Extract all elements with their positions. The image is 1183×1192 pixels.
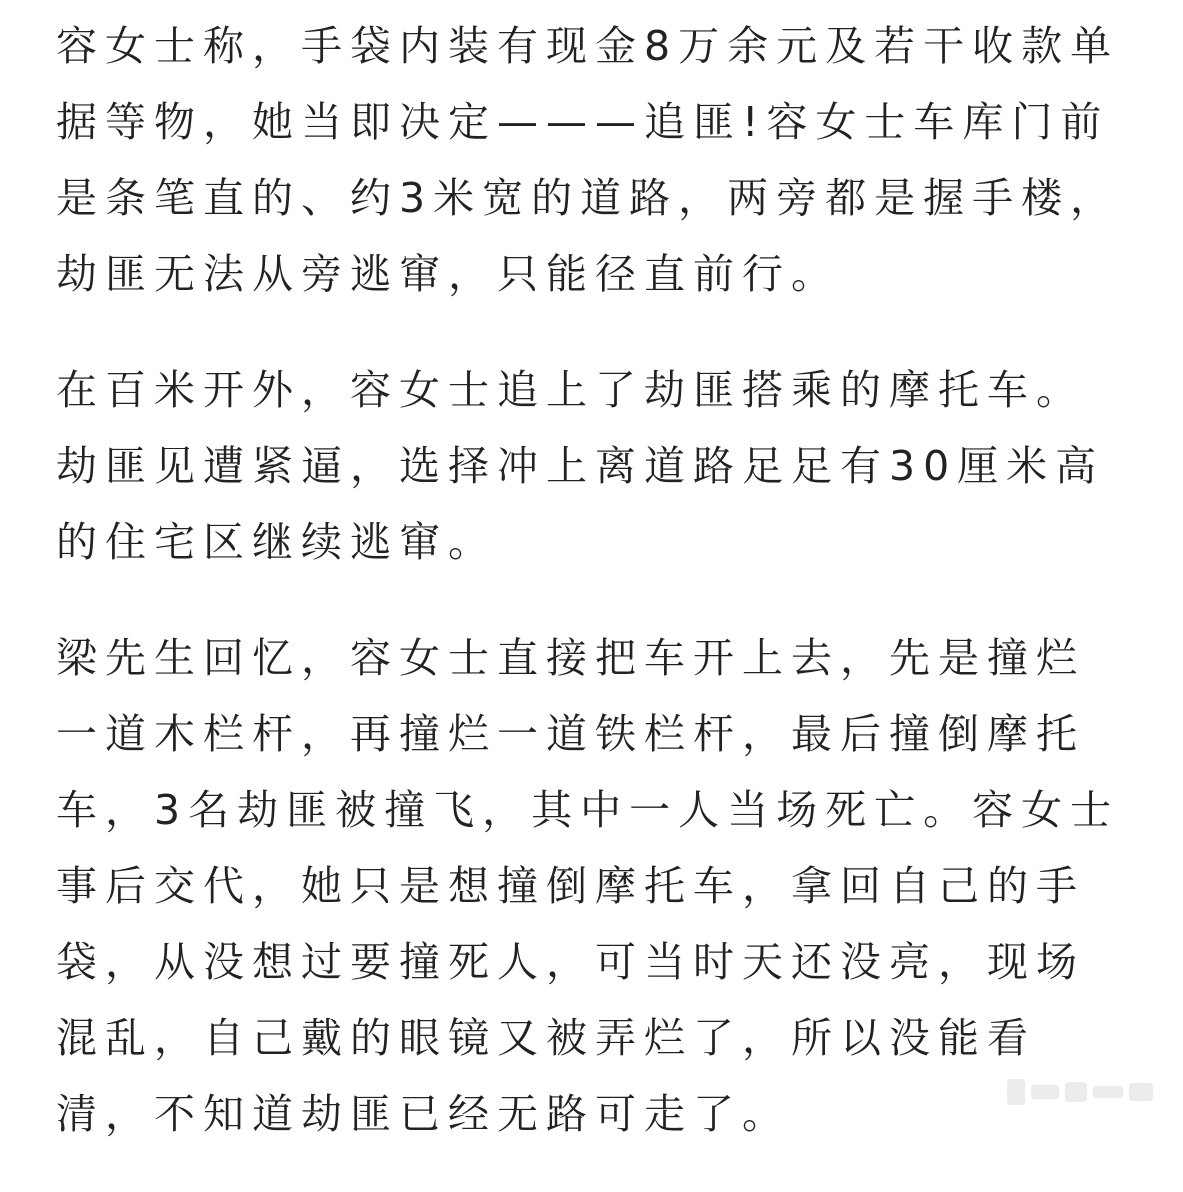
watermark-mark [1129, 1083, 1153, 1101]
text-line: 劫匪无法从旁逃窜，只能径直前行。 [56, 250, 840, 298]
text-line: 是条笔直的、约3米宽的道路，两旁都是握手楼， [56, 174, 1120, 222]
text-line: 据等物，她当即决定———追匪!容女士车库门前 [56, 98, 1110, 146]
watermark-mark [1007, 1079, 1025, 1105]
text-line: 事后交代，她只是想撞倒摩托车，拿回自己的手 [56, 862, 1085, 910]
text-line: 在百米开外，容女士追上了劫匪搭乘的摩托车。 [56, 366, 1085, 414]
text-line: 车，3名劫匪被撞飞，其中一人当场死亡。容女士 [56, 786, 1120, 834]
text-line: 一道木栏杆，再撞烂一道铁栏杆，最后撞倒摩托 [56, 710, 1085, 758]
text-line: 混乱，自己戴的眼镜又被弄烂了，所以没能看 [56, 1014, 1036, 1062]
watermark-mark [1031, 1085, 1059, 1099]
text-line: 清，不知道劫匪已经无路可走了。 [56, 1090, 791, 1138]
text-line: 袋，从没想过要撞死人，可当时天还没亮，现场 [56, 938, 1085, 986]
weibo-watermark-icon [1007, 1072, 1157, 1112]
paragraph-3 [56, 620, 1136, 1152]
text-line: 梁先生回忆，容女士直接把车开上去，先是撞烂 [56, 634, 1085, 682]
text-line: 劫匪见遭紧逼，选择冲上离道路足足有30厘米高 [56, 442, 1105, 490]
watermark-mark [1065, 1082, 1087, 1102]
watermark-mark [1093, 1086, 1123, 1098]
text-line: 的住宅区继续逃窜。 [56, 518, 497, 566]
text-line: 容女士称，手袋内装有现金8万余元及若干收款单 [56, 22, 1120, 70]
paragraph-2 [56, 352, 1136, 580]
paragraph-1 [56, 8, 1136, 312]
article-body [56, 8, 1136, 1192]
